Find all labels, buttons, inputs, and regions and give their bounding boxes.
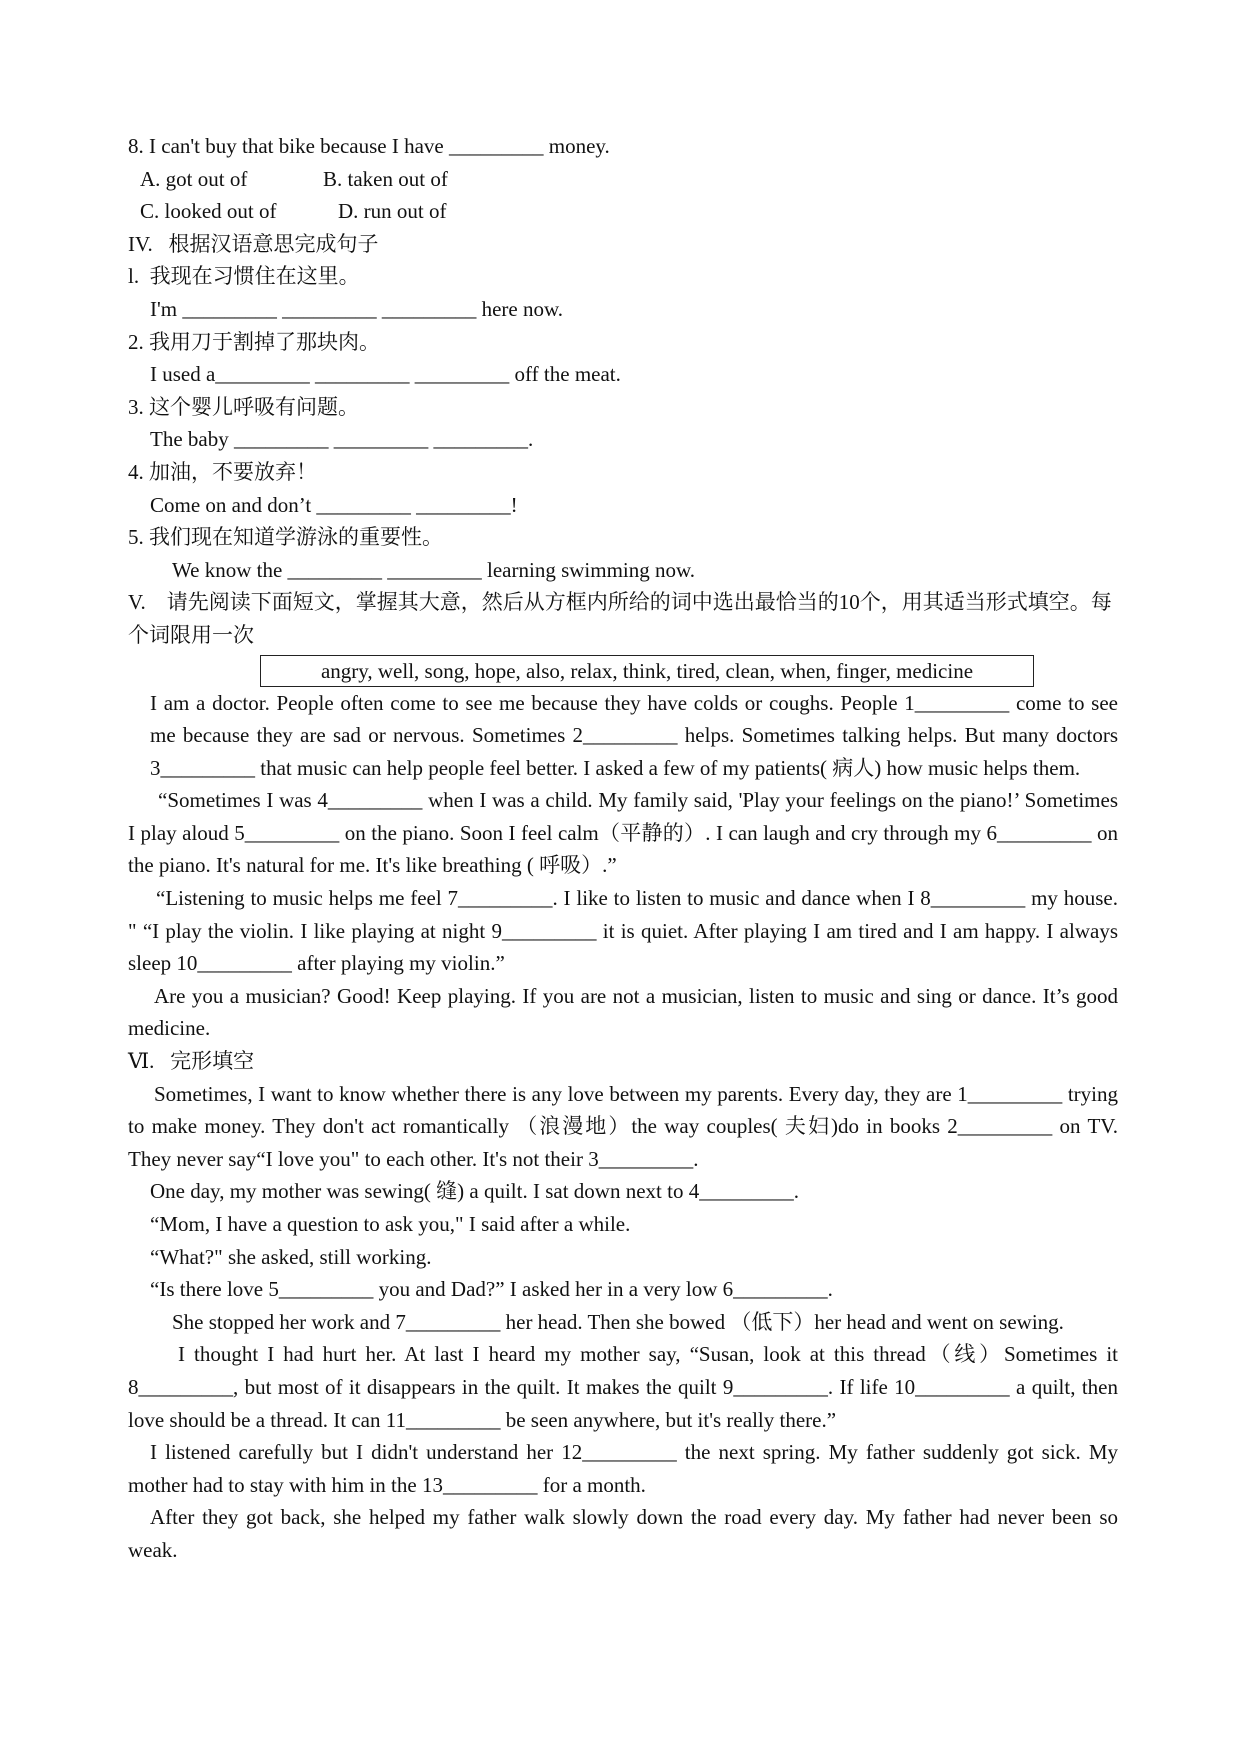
s4-item-3-english: The baby _________ _________ _________. bbox=[150, 427, 534, 452]
s5-paragraph-3 bbox=[128, 882, 1118, 980]
s5-paragraph-4-text: Are you a musician? Good! Keep playing. If you are not a musician, listen to music and sing or dance. It’s good medicine. bbox=[128, 983, 1118, 1041]
section-4-heading: IV. 根据汉语意思完成句子 bbox=[128, 231, 379, 256]
s4-item-5-chinese: 5. 我们现在知道学游泳的重要性。 bbox=[128, 525, 443, 550]
s4-item-1-english: I'm _________ _________ _________ here now. bbox=[150, 296, 564, 321]
s6-paragraph-9-text: After they got back, she helped my father walk slowly down the road every day. My father had never been so weak. bbox=[128, 1505, 1118, 1562]
s6-paragraph-8 bbox=[128, 1436, 1118, 1501]
s4-item-2-chinese: 2. 我用刀于割掉了那块肉。 bbox=[128, 329, 380, 354]
option-c: C. looked out of bbox=[140, 199, 277, 224]
section-5-heading: V. 请先阅读下面短文，掌握其大意，然后从方框内所给的词中选出最恰当的10个，用其适当形式填空。每个词限用一次 bbox=[128, 590, 1112, 647]
s6-paragraph-3: “Mom, I have a question to ask you," I said after a while. bbox=[150, 1212, 631, 1236]
s5-paragraph-4 bbox=[128, 980, 1118, 1045]
s6-paragraph-4: “What?" she asked, still working. bbox=[150, 1244, 432, 1269]
option-b: B. taken out of bbox=[323, 166, 448, 191]
s5-paragraph-2 bbox=[128, 784, 1118, 882]
s5-paragraph-1-text: I am a doctor. People often come to see me because they have colds or coughs. People 1_________ come to see me because they are sad or nervous. Sometimes 2_________ helps. Sometimes talking helps. But many doctors 3_________ that music can help people feel better. I asked a few of my patients( 病人) how music helps them. bbox=[150, 690, 1118, 780]
s4-item-4-english: Come on and don’t _________ _________! bbox=[150, 492, 518, 517]
s6-paragraph-5: “Is there love 5_________ you and Dad?” I asked her in a very low 6_________. bbox=[150, 1277, 833, 1302]
options-row-2 bbox=[128, 195, 1118, 228]
s6-paragraph-7-text: I thought I had hurt her. At last I heard my mother say, “Susan, look at this thread（线）Sometimes it 8_________, but most of it disappears in the quilt. It makes the quilt 9_________. If life 10_________ a quilt, then love should be a thread. It can 11_________ be seen anywhere, but it's really there.” bbox=[128, 1342, 1118, 1432]
option-d: D. run out of bbox=[338, 199, 447, 224]
s4-item-4-chinese: 4. 加油，不要放弃！ bbox=[128, 459, 317, 484]
s5-paragraph-2-text: “Sometimes I was 4_________ when I was a child. My family said, 'Play your feelings on the piano!’ Sometimes I play aloud 5_________ on the piano. Soon I feel calm（平静的）. I can laugh and cry through my 6_________ on the piano. It's natural for me. It's like breathing ( 呼吸）.” bbox=[128, 788, 1118, 878]
word-bank-box: angry, well, song, hope, also, relax, think, tired, clean, when, finger, medicine bbox=[260, 655, 1034, 687]
s6-paragraph-9 bbox=[128, 1501, 1118, 1566]
s4-item-5-english: We know the _________ _________ learning swimming now. bbox=[172, 557, 696, 582]
s4-item-2-english: I used a_________ _________ _________ off the meat. bbox=[150, 362, 621, 387]
s4-item-3-chinese: 3. 这个婴儿呼吸有问题。 bbox=[128, 394, 359, 419]
worksheet-content bbox=[128, 130, 1118, 1567]
s6-paragraph-1-text: Sometimes, I want to know whether there is any love between my parents. Every day, they are 1_________ trying to make money. They don't act romantically （浪漫地）the way couples( 夫妇)do in books 2_________ on TV. They never say“I love you" to each other. It's not their 3_________. bbox=[128, 1081, 1118, 1171]
s5-paragraph-3-text: “Listening to music helps me feel 7_________. I like to listen to music and dance when I 8_________ my house. " “I play the violin. I like playing at night 9_________ it is quiet. After playing I am tired and I am happy. I always sleep 10_________ after playing my violin.” bbox=[128, 886, 1118, 976]
s6-paragraph-2: One day, my mother was sewing( 缝) a quilt. I sat down next to 4_________. bbox=[150, 1179, 799, 1204]
section-6-heading: Ⅵ. 完形填空 bbox=[128, 1049, 255, 1074]
s6-paragraph-8-text: I listened carefully but I didn't understand her 12_________ the next spring. My father suddenly got sick. My mother had to stay with him in the 13_________ for a month. bbox=[128, 1440, 1118, 1497]
options-row-1 bbox=[128, 163, 1118, 196]
s6-paragraph-7 bbox=[128, 1338, 1118, 1436]
s6-paragraph-1 bbox=[128, 1078, 1118, 1176]
question-8: 8. I can't buy that bike because I have _________ money. bbox=[128, 134, 610, 158]
s5-paragraph-1 bbox=[128, 687, 1118, 785]
option-a: A. got out of bbox=[140, 166, 248, 191]
s4-item-1-chinese: l. 我现在习惯住在这里。 bbox=[128, 264, 360, 289]
s6-paragraph-6: She stopped her work and 7_________ her head. Then she bowed （低下）her head and went on sewing. bbox=[172, 1309, 1064, 1334]
